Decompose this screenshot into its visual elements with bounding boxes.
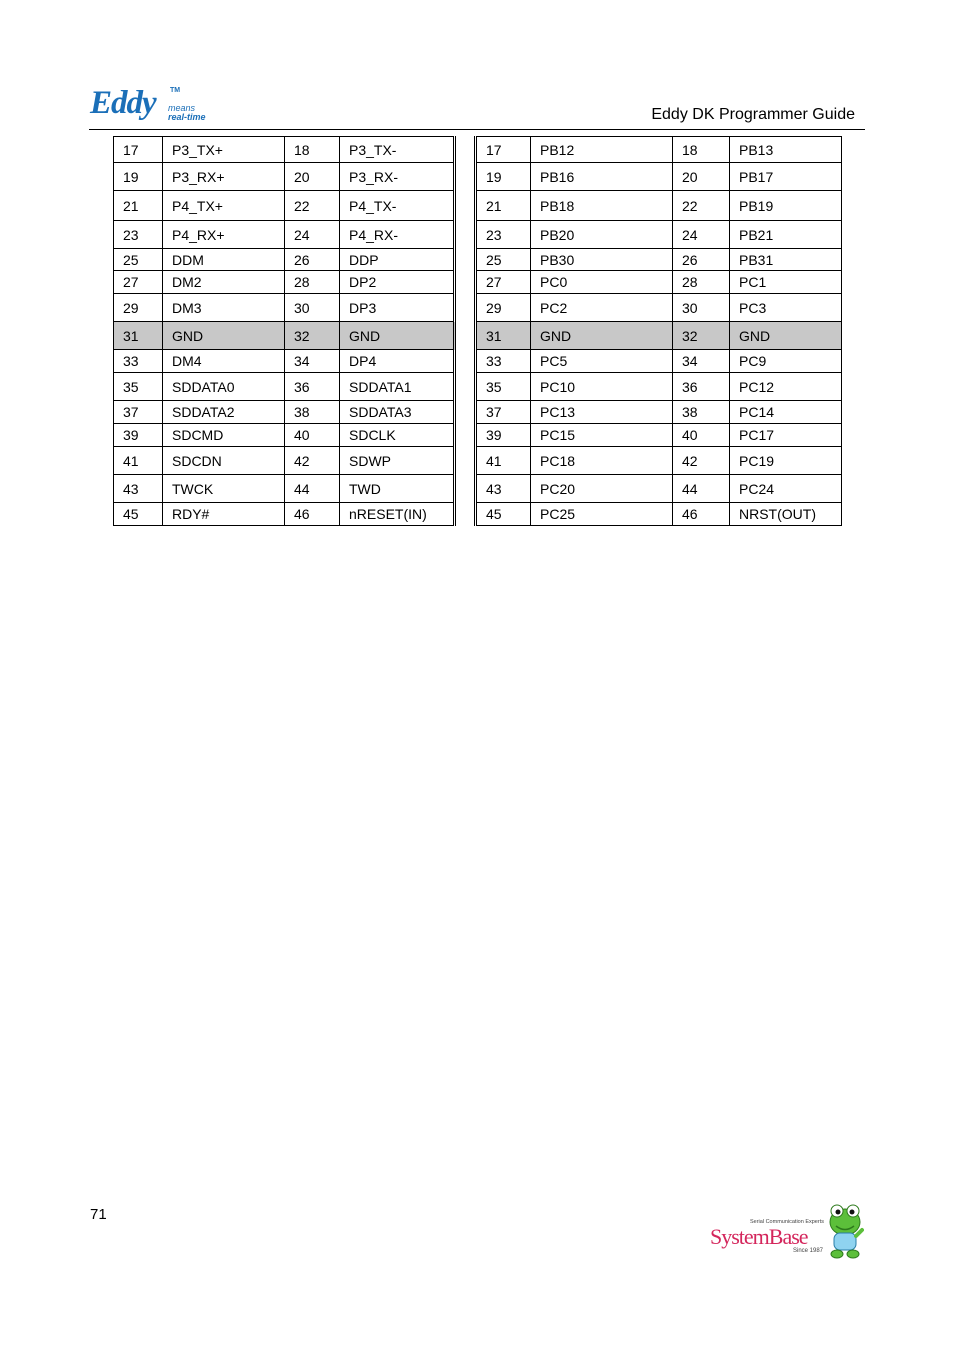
pin-row (114, 322, 455, 350)
pin-signal-even: PC17 (730, 424, 842, 447)
pin-row (114, 163, 455, 191)
pin-number-even: 20 (673, 163, 730, 191)
pin-number-even: 28 (673, 271, 730, 294)
pin-signal-even: SDDATA3 (340, 401, 455, 424)
pin-row (114, 249, 455, 271)
pin-signal-even: PB31 (730, 249, 842, 271)
pin-signal-odd: SDCMD (163, 424, 285, 447)
pin-number-even: 30 (285, 294, 340, 322)
doc-title: Eddy DK Programmer Guide (651, 106, 855, 123)
logo-word: Eddy (90, 85, 156, 121)
pin-row (476, 503, 842, 526)
pin-signal-odd: SDDATA2 (163, 401, 285, 424)
pin-signal-odd: P3_RX+ (163, 163, 285, 191)
pin-signal-even: P3_RX- (340, 163, 455, 191)
page-number: 71 (90, 1206, 107, 1223)
pin-row (476, 373, 842, 401)
pin-signal-odd: PB18 (531, 191, 673, 221)
pin-signal-odd: PC0 (531, 271, 673, 294)
pin-signal-even: SDCLK (340, 424, 455, 447)
pin-signal-odd: PC15 (531, 424, 673, 447)
pin-number-odd: 29 (114, 294, 163, 322)
logo-means: means (168, 103, 196, 113)
frog-mascot-icon (826, 1202, 864, 1260)
pin-row (114, 401, 455, 424)
pin-row (114, 271, 455, 294)
pin-row (476, 447, 842, 475)
pin-signal-odd: TWCK (163, 475, 285, 503)
pin-number-odd: 41 (476, 447, 531, 475)
pin-number-even: 20 (285, 163, 340, 191)
pin-row (476, 191, 842, 221)
pin-number-odd: 45 (114, 503, 163, 526)
pin-signal-odd: PB30 (531, 249, 673, 271)
pin-number-odd: 19 (476, 163, 531, 191)
pin-number-odd: 43 (476, 475, 531, 503)
pin-signal-even: PC12 (730, 373, 842, 401)
pin-number-odd: 33 (476, 350, 531, 373)
pin-number-even: 18 (285, 137, 340, 163)
pin-signal-even: TWD (340, 475, 455, 503)
pin-signal-even: P3_TX- (340, 137, 455, 163)
pin-row (114, 191, 455, 221)
pin-signal-even: PC14 (730, 401, 842, 424)
pin-number-odd: 45 (476, 503, 531, 526)
pin-signal-odd: PC20 (531, 475, 673, 503)
pin-signal-odd: GND (531, 322, 673, 350)
pin-number-odd: 43 (114, 475, 163, 503)
pin-signal-odd: PC2 (531, 294, 673, 322)
systembase-logo (710, 1200, 866, 1262)
pin-number-even: 44 (285, 475, 340, 503)
pin-number-even: 30 (673, 294, 730, 322)
pin-signal-odd: GND (163, 322, 285, 350)
pin-number-odd: 23 (476, 221, 531, 249)
pin-signal-even: PB13 (730, 137, 842, 163)
pin-number-even: 32 (285, 322, 340, 350)
pin-number-odd: 39 (114, 424, 163, 447)
pin-signal-even: PC1 (730, 271, 842, 294)
pin-signal-even: GND (340, 322, 455, 350)
pin-row (476, 350, 842, 373)
pin-number-even: 34 (673, 350, 730, 373)
pin-number-odd: 25 (114, 249, 163, 271)
pin-number-even: 38 (285, 401, 340, 424)
pin-number-odd: 21 (114, 191, 163, 221)
pin-row (476, 475, 842, 503)
pin-signal-odd: PB16 (531, 163, 673, 191)
pin-signal-even: PC19 (730, 447, 842, 475)
pin-signal-odd: PC18 (531, 447, 673, 475)
pin-signal-even: PC24 (730, 475, 842, 503)
pin-row (114, 424, 455, 447)
pin-number-odd: 35 (476, 373, 531, 401)
pin-number-even: 40 (285, 424, 340, 447)
pin-number-odd: 17 (114, 137, 163, 163)
pin-table-left (113, 136, 456, 526)
pin-signal-odd: SDDATA0 (163, 373, 285, 401)
pin-row (114, 350, 455, 373)
pin-signal-odd: DDM (163, 249, 285, 271)
pin-signal-odd: PC13 (531, 401, 673, 424)
pin-number-odd: 35 (114, 373, 163, 401)
pin-row (476, 271, 842, 294)
pin-signal-odd: SDCDN (163, 447, 285, 475)
pin-number-odd: 37 (114, 401, 163, 424)
pin-number-odd: 31 (476, 322, 531, 350)
pin-table-right (474, 136, 842, 526)
pin-signal-odd: PB12 (531, 137, 673, 163)
pin-signal-odd: P4_TX+ (163, 191, 285, 221)
pin-row (476, 249, 842, 271)
pin-number-even: 42 (673, 447, 730, 475)
pin-signal-even: PC3 (730, 294, 842, 322)
pin-number-even: 22 (673, 191, 730, 221)
pin-signal-even: SDWP (340, 447, 455, 475)
pin-row (114, 373, 455, 401)
pin-number-odd: 25 (476, 249, 531, 271)
pin-signal-odd: PB20 (531, 221, 673, 249)
company-name: SystemBase (710, 1224, 808, 1249)
pin-signal-even: DDP (340, 249, 455, 271)
pin-number-odd: 27 (114, 271, 163, 294)
pin-number-even: 46 (673, 503, 730, 526)
pin-number-even: 44 (673, 475, 730, 503)
company-tagline: Serial Communication Experts (750, 1219, 824, 1225)
pin-row (476, 294, 842, 322)
pin-signal-even: PB21 (730, 221, 842, 249)
pin-number-even: 28 (285, 271, 340, 294)
pin-signal-even: SDDATA1 (340, 373, 455, 401)
pin-signal-odd: PC10 (531, 373, 673, 401)
pin-signal-odd: RDY# (163, 503, 285, 526)
company-since: Since 1987 (793, 1248, 824, 1254)
eddy-logo (90, 84, 220, 126)
pin-signal-even: DP3 (340, 294, 455, 322)
pin-row (114, 137, 455, 163)
pin-number-even: 36 (673, 373, 730, 401)
pin-signal-odd: PC25 (531, 503, 673, 526)
header-rule (89, 129, 865, 130)
pin-number-odd: 27 (476, 271, 531, 294)
pin-signal-even: DP4 (340, 350, 455, 373)
pin-signal-even: nRESET(IN) (340, 503, 455, 526)
pin-row (114, 221, 455, 249)
pin-number-even: 34 (285, 350, 340, 373)
pin-signal-even: PC9 (730, 350, 842, 373)
pin-signal-odd: P4_RX+ (163, 221, 285, 249)
pin-number-even: 36 (285, 373, 340, 401)
pin-number-odd: 37 (476, 401, 531, 424)
pin-row (114, 447, 455, 475)
pin-number-even: 40 (673, 424, 730, 447)
pin-number-odd: 33 (114, 350, 163, 373)
pin-row (476, 137, 842, 163)
pin-row (476, 322, 842, 350)
pin-signal-odd: DM2 (163, 271, 285, 294)
pin-signal-even: GND (730, 322, 842, 350)
pin-number-odd: 23 (114, 221, 163, 249)
logo-tm: TM (170, 87, 181, 94)
pin-row (114, 503, 455, 526)
pin-number-odd: 39 (476, 424, 531, 447)
pin-row (114, 475, 455, 503)
pin-number-even: 24 (673, 221, 730, 249)
pin-signal-even: PB19 (730, 191, 842, 221)
pin-row (114, 294, 455, 322)
pin-signal-even: P4_RX- (340, 221, 455, 249)
pin-number-odd: 29 (476, 294, 531, 322)
pin-row (476, 221, 842, 249)
pin-number-even: 18 (673, 137, 730, 163)
pin-number-even: 26 (673, 249, 730, 271)
pin-signal-odd: PC5 (531, 350, 673, 373)
logo-realtime: real-time (168, 112, 206, 122)
pin-signal-even: NRST(OUT) (730, 503, 842, 526)
pin-number-odd: 17 (476, 137, 531, 163)
pin-number-odd: 31 (114, 322, 163, 350)
pin-signal-even: P4_TX- (340, 191, 455, 221)
pin-row (476, 424, 842, 447)
pin-number-odd: 19 (114, 163, 163, 191)
pin-row (476, 163, 842, 191)
pin-signal-odd: P3_TX+ (163, 137, 285, 163)
pin-number-even: 24 (285, 221, 340, 249)
pin-signal-even: PB17 (730, 163, 842, 191)
pin-number-even: 26 (285, 249, 340, 271)
pin-number-odd: 41 (114, 447, 163, 475)
pin-signal-even: DP2 (340, 271, 455, 294)
pin-number-odd: 21 (476, 191, 531, 221)
pin-signal-odd: DM4 (163, 350, 285, 373)
pin-number-even: 32 (673, 322, 730, 350)
pin-number-even: 46 (285, 503, 340, 526)
pin-number-even: 22 (285, 191, 340, 221)
pin-number-even: 42 (285, 447, 340, 475)
pin-number-even: 38 (673, 401, 730, 424)
pin-signal-odd: DM3 (163, 294, 285, 322)
pin-row (476, 401, 842, 424)
